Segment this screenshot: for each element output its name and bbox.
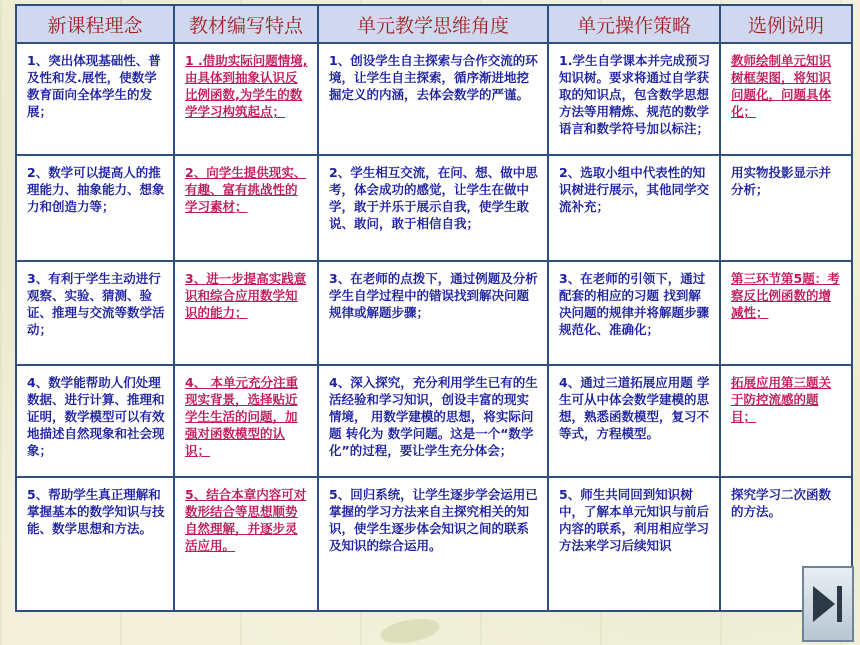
table-cell xyxy=(318,155,548,261)
cell-text: 5、师生共同回到知识树中，了解本单元知识与前后内容的联系，利用相应学习方法来学习后续知识 xyxy=(559,487,710,553)
cell-text: 3、在老师的引领下，通过配套的相应的习题 找到解决问题的规律并将解题步骤规范化、准确化； xyxy=(559,271,710,337)
table-row xyxy=(16,43,852,155)
table-cell xyxy=(720,155,852,261)
table-cell xyxy=(548,261,720,365)
table-cell xyxy=(16,261,174,365)
table-cell xyxy=(174,43,318,155)
header-operation-strategy: 单元操作策略 xyxy=(548,5,720,43)
table-cell xyxy=(174,477,318,611)
table-row xyxy=(16,155,852,261)
cell-text: 第三环节第5题：考察反比例函数的增减性； xyxy=(731,271,840,320)
next-slide-icon xyxy=(811,582,845,626)
cell-text: 4、 本单元充分注重现实背景，选择贴近学生生活的问题，加强对函数模型的认识； xyxy=(185,375,299,458)
cell-text: 4、通过三道拓展应用题 学生可从中体会数学建模的思想，熟悉函数模型，复习不等式，方程模型。 xyxy=(559,375,710,441)
table-cell xyxy=(720,261,852,365)
header-new-curriculum: 新课程理念 xyxy=(16,5,174,43)
cell-text: 3、进一步提高实践意识和综合应用数学知识的能力； xyxy=(185,271,307,320)
table-cell xyxy=(16,477,174,611)
cell-text: 5、帮助学生真正理解和掌握基本的数学知识与技能、数学思想和方法。 xyxy=(27,487,165,536)
table-cell xyxy=(16,365,174,477)
cell-text: 3、在老师的点拨下，通过例题及分析学生自学过程中的错误找到解决问题规律或解题步骤； xyxy=(329,271,538,320)
table-cell xyxy=(16,43,174,155)
table-cell xyxy=(720,365,852,477)
teaching-table xyxy=(15,4,853,612)
table-cell xyxy=(318,43,548,155)
table-row xyxy=(16,365,852,477)
cell-text: 2、选取小组中代表性的知识树进行展示，其他同学交流补充； xyxy=(559,165,710,214)
cell-text: 1 .借助实际问题情境,由具体到抽象认识反比例函数,为学生的数学学习构筑起点； xyxy=(185,53,308,119)
cell-text: 4、数学能帮助人们处理数据、进行计算、推理和证明，数学模型可以有效地描述自然现象和社会现象； xyxy=(27,375,165,458)
table-cell xyxy=(548,155,720,261)
table-cell xyxy=(174,155,318,261)
cell-text: 5、回归系统，让学生逐步学会运用已掌握的学习方法来自主探究相关的知识，使学生逐步体会知识之间的联系及知识的综合运用。 xyxy=(329,487,538,553)
table-cell xyxy=(548,43,720,155)
table-row xyxy=(16,261,852,365)
next-slide-button[interactable] xyxy=(802,566,854,642)
table-cell xyxy=(16,155,174,261)
cell-text: 3、有利于学生主动进行观察、实验、猜测、验证、推理与交流等数学活动； xyxy=(27,271,165,337)
table-header-row xyxy=(16,5,852,43)
table-cell xyxy=(720,43,852,155)
table-row xyxy=(16,477,852,611)
cell-text: 1.学生自学课本并完成预习知识树。要求将通过自学获取的知识点，包含数学思想方法等用精炼、规范的数学语言和数学符号加以标注； xyxy=(559,53,710,136)
cell-text: 教师绘制单元知识树框架图，将知识问题化，问题具体化； xyxy=(731,53,832,119)
table-cell xyxy=(174,365,318,477)
cell-text: 2、数学可以提高人的推理能力、抽象能力、想象力和创造力等； xyxy=(27,165,165,214)
background-leaf xyxy=(379,615,442,645)
table-cell xyxy=(174,261,318,365)
table-cell xyxy=(548,477,720,611)
table-cell xyxy=(318,477,548,611)
table-cell xyxy=(318,365,548,477)
cell-text: 1、突出体现基础性、普及性和发.展性，使数学教育面向全体学生的发展； xyxy=(27,53,161,119)
header-teaching-perspective: 单元教学思维角度 xyxy=(318,5,548,43)
header-textbook-features: 教材编写特点 xyxy=(174,5,318,43)
cell-text: 探究学习二次函数的方法。 xyxy=(731,487,832,519)
table-cell xyxy=(548,365,720,477)
table-cell xyxy=(318,261,548,365)
cell-text: 2、向学生提供现实、有趣、富有挑战性的学习素材； xyxy=(185,165,307,214)
cell-text: 5、结合本章内容可对数形结合等思想顺势自然理解，并逐步灵活应用。 xyxy=(185,487,307,553)
header-example-notes: 选例说明 xyxy=(720,5,852,43)
cell-text: 拓展应用第三题关于防控流感的题目； xyxy=(731,375,832,424)
cell-text: 4、深入探究，充分利用学生已有的生活经验和学习知识，创设丰富的现实情境， 用数学建模的思想，将实际问题 转化为 数学问题。这是一个“数学化”的过程，要让学生充分体会； xyxy=(329,375,538,458)
cell-text: 1、创设学生自主探索与合作交流的环境，让学生自主探索，循序渐进地挖掘定义的内涵，去体会数学的严谨。 xyxy=(329,53,538,102)
cell-text: 2、学生相互交流，在问、想、做中思考，体会成功的感觉，让学生在做中学，敢于并乐于展示自我，使学生敢说、敢问，敢于相信自我； xyxy=(329,165,538,231)
cell-text: 用实物投影显示并分析； xyxy=(731,165,832,197)
